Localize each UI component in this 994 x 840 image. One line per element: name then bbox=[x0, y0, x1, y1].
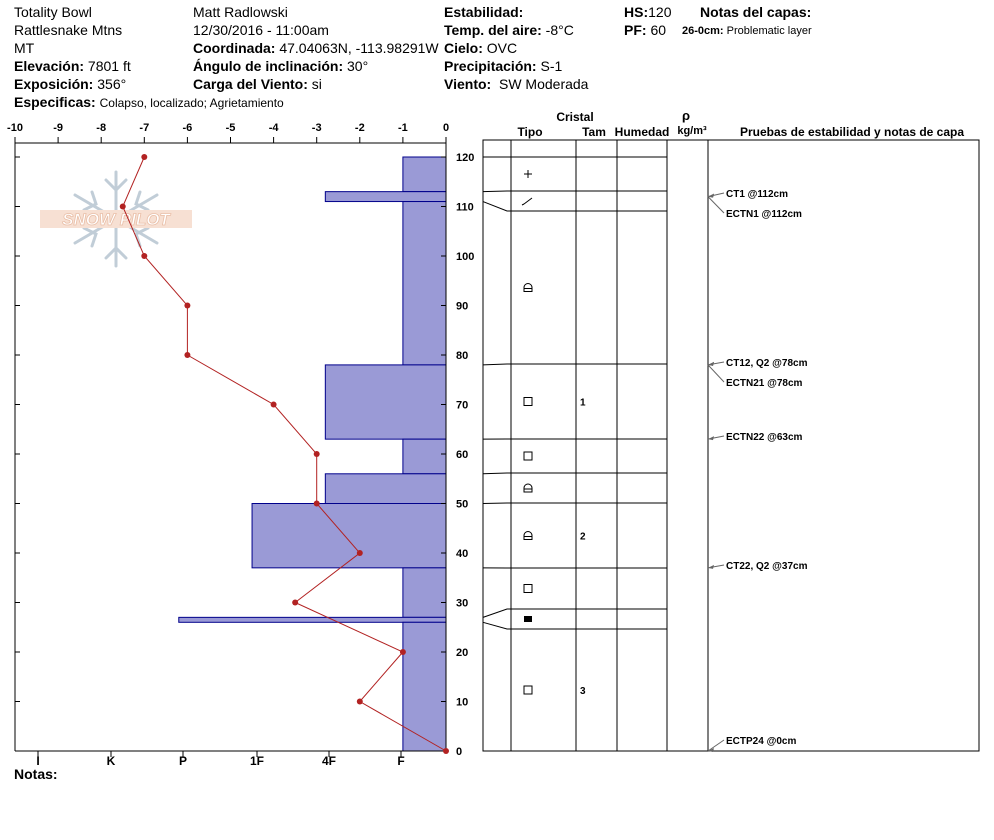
tests-header: Pruebas de estabilidad y notas de capa bbox=[739, 125, 965, 139]
table-frame bbox=[483, 140, 979, 751]
wind-load-value: si bbox=[311, 76, 322, 92]
stability-test-label: ECTN21 @78cm bbox=[726, 378, 803, 389]
layer-connector-2 bbox=[483, 609, 511, 617]
hardness-tick-label: P bbox=[178, 754, 188, 768]
height-tick-label: 30 bbox=[456, 597, 469, 610]
crystal-symbol-3 bbox=[524, 398, 532, 406]
sky-label: Cielo: bbox=[444, 40, 483, 56]
coord-value: 47.04063N, -113.98291W bbox=[279, 40, 439, 56]
temperature-point-6 bbox=[314, 451, 320, 457]
hardness-tick-label: 1F bbox=[249, 754, 265, 768]
temperature-point-7 bbox=[314, 501, 320, 507]
temperature-point-10 bbox=[400, 649, 406, 655]
temperature-point-9 bbox=[292, 600, 298, 606]
stability-label: Estabilidad: bbox=[444, 4, 524, 20]
layer-connector-5 bbox=[483, 473, 511, 474]
hardness-bar-5 bbox=[325, 474, 446, 504]
hs-value: 120 bbox=[648, 4, 672, 20]
wind-load-label: Carga del Viento: bbox=[193, 76, 308, 92]
temp-tick-label: -8 bbox=[96, 122, 107, 134]
precip-value: S-1 bbox=[540, 58, 563, 74]
crystal-symbol-4 bbox=[524, 452, 532, 460]
temperature-point-0 bbox=[141, 154, 147, 160]
layer-connector-4 bbox=[483, 503, 511, 504]
hardness-bar-3 bbox=[325, 365, 446, 439]
crystal-symbol-6 bbox=[524, 532, 532, 540]
slope-label: Ángulo de inclinación: bbox=[193, 58, 344, 74]
temperature-point-8 bbox=[357, 550, 363, 556]
temperature-point-1 bbox=[120, 204, 126, 210]
tam-header: Tam bbox=[582, 125, 606, 139]
height-tick-label: 90 bbox=[456, 300, 469, 313]
height-tick-label: 70 bbox=[456, 399, 469, 412]
location-name: Totality Bowl bbox=[14, 4, 92, 20]
temperature-line bbox=[123, 157, 446, 751]
mountain-range: Rattlesnake Mtns bbox=[14, 22, 123, 38]
snowpilot-logo bbox=[40, 172, 192, 266]
hardness-bar-6 bbox=[252, 504, 446, 568]
crystal-size-3: 1 bbox=[580, 397, 586, 409]
crystal-size-6: 2 bbox=[580, 531, 586, 543]
height-tick-label: 20 bbox=[456, 647, 469, 659]
crystal-symbol-5 bbox=[524, 484, 532, 492]
crystal-symbol-1 bbox=[522, 198, 532, 205]
test-arrow-line-6 bbox=[708, 740, 724, 751]
tipo-header: Tipo bbox=[517, 125, 543, 139]
test-arrow-head-4 bbox=[708, 436, 714, 440]
test-arrow-head-5 bbox=[708, 565, 714, 569]
air-temp-value: -8°C bbox=[545, 22, 574, 38]
specifics-value: Colapso, localizado; Agrietamiento bbox=[99, 96, 284, 110]
pf-value: 60 bbox=[650, 22, 667, 38]
aspect-value: 356° bbox=[97, 76, 127, 92]
logo-text: SNOW PILOT bbox=[62, 210, 170, 229]
stability-test-label: ECTP24 @0cm bbox=[726, 736, 797, 747]
temperature-point-12 bbox=[443, 748, 449, 754]
temperature-point-3 bbox=[184, 303, 190, 309]
height-tick-label: 100 bbox=[456, 251, 475, 263]
hs-label: HS: bbox=[624, 4, 649, 20]
test-arrow-line-3 bbox=[708, 365, 724, 382]
hardness-tick-label: I bbox=[36, 754, 40, 768]
crystal-symbol-0 bbox=[524, 170, 532, 178]
height-tick-label: 120 bbox=[456, 152, 475, 164]
layer-note-text: Problematic layer bbox=[726, 25, 812, 37]
wind-label: Viento: bbox=[444, 76, 492, 92]
observer-name: Matt Radlowski bbox=[193, 4, 288, 20]
density-unit: kg/m³ bbox=[677, 125, 707, 137]
elevation-label: Elevación: bbox=[14, 58, 85, 74]
hardness-bar-4 bbox=[403, 439, 446, 474]
hardness-bar-0 bbox=[403, 157, 446, 192]
stability-test-label: ECTN22 @63cm bbox=[726, 432, 803, 443]
coord-label: Coordinada: bbox=[193, 40, 276, 56]
height-tick-label: 40 bbox=[456, 548, 469, 560]
hardness-tick-label: 4F bbox=[321, 754, 337, 768]
crystal-symbol-9 bbox=[524, 686, 532, 694]
stability-test-label: CT22, Q2 @37cm bbox=[726, 561, 808, 572]
layer-table bbox=[483, 108, 979, 752]
hardness-bar-2 bbox=[403, 202, 446, 365]
hardness-tick-label: F bbox=[397, 754, 405, 768]
notes-label: Notas: bbox=[14, 766, 58, 782]
aspect-label: Exposición: bbox=[14, 76, 94, 92]
state: MT bbox=[14, 40, 35, 56]
temperature-point-5 bbox=[271, 402, 277, 408]
temp-tick-label: 0 bbox=[442, 122, 450, 134]
temp-tick-label: -2 bbox=[354, 122, 365, 134]
sky-value: OVC bbox=[486, 40, 518, 56]
crystal-size-9: 3 bbox=[580, 686, 586, 697]
layer-note-depth: 26-0cm: bbox=[682, 25, 724, 37]
height-tick-label: 110 bbox=[456, 201, 474, 214]
temp-tick-label: -4 bbox=[268, 122, 279, 134]
temp-tick-label: -5 bbox=[225, 122, 236, 134]
stability-test-label: CT1 @112cm bbox=[726, 189, 789, 200]
test-arrow-line-1 bbox=[708, 197, 724, 213]
crystal-symbol-8 bbox=[524, 616, 532, 622]
pf-label: PF: bbox=[624, 22, 647, 38]
hardness-bar-7 bbox=[403, 568, 446, 618]
layer-connector-7 bbox=[483, 364, 511, 365]
height-tick-label: 10 bbox=[456, 696, 469, 709]
temp-tick-label: -9 bbox=[53, 122, 63, 134]
stability-test-label: CT12, Q2 @78cm bbox=[726, 358, 808, 369]
hardness-bar-9 bbox=[403, 622, 446, 751]
height-tick-label: 0 bbox=[456, 746, 463, 758]
temp-tick-label: -6 bbox=[182, 122, 193, 134]
air-temp-label: Temp. del aire: bbox=[444, 22, 542, 38]
hardness-bar-1 bbox=[325, 192, 446, 202]
density-header: ρ bbox=[681, 108, 691, 123]
temp-tick-label: -1 bbox=[398, 122, 408, 134]
crystal-symbol-7 bbox=[524, 585, 532, 593]
height-tick-label: 60 bbox=[456, 449, 469, 461]
height-tick-label: 50 bbox=[456, 498, 469, 511]
height-tick-label: 80 bbox=[456, 350, 469, 362]
temperature-point-4 bbox=[184, 352, 190, 358]
temp-tick-label: -3 bbox=[311, 122, 322, 134]
humedad-header: Humedad bbox=[614, 125, 670, 139]
temperature-point-11 bbox=[357, 699, 363, 705]
cristal-header: Cristal bbox=[556, 110, 594, 124]
observation-datetime: 12/30/2016 - 11:00am bbox=[193, 22, 329, 38]
layer-notes-title: Notas del capas: bbox=[700, 4, 812, 20]
hardness-bar-8 bbox=[179, 617, 446, 622]
precip-label: Precipitación: bbox=[444, 58, 537, 74]
temp-tick-label: -7 bbox=[139, 122, 150, 134]
layer-connector-1 bbox=[483, 622, 511, 629]
temperature-point-2 bbox=[141, 253, 147, 259]
stability-test-label: ECTN1 @112cm bbox=[726, 209, 802, 220]
layer-connector-9 bbox=[483, 191, 511, 192]
crystal-symbol-2 bbox=[524, 284, 532, 292]
layer-connector-8 bbox=[483, 202, 511, 211]
elevation-value: 7801 ft bbox=[87, 58, 131, 74]
specifics-label: Especificas: bbox=[14, 94, 96, 110]
hardness-tick-label: K bbox=[106, 754, 116, 768]
temp-tick-label: -10 bbox=[7, 122, 23, 134]
slope-value: 30° bbox=[347, 58, 369, 74]
wind-value: SW Moderada bbox=[498, 76, 589, 92]
